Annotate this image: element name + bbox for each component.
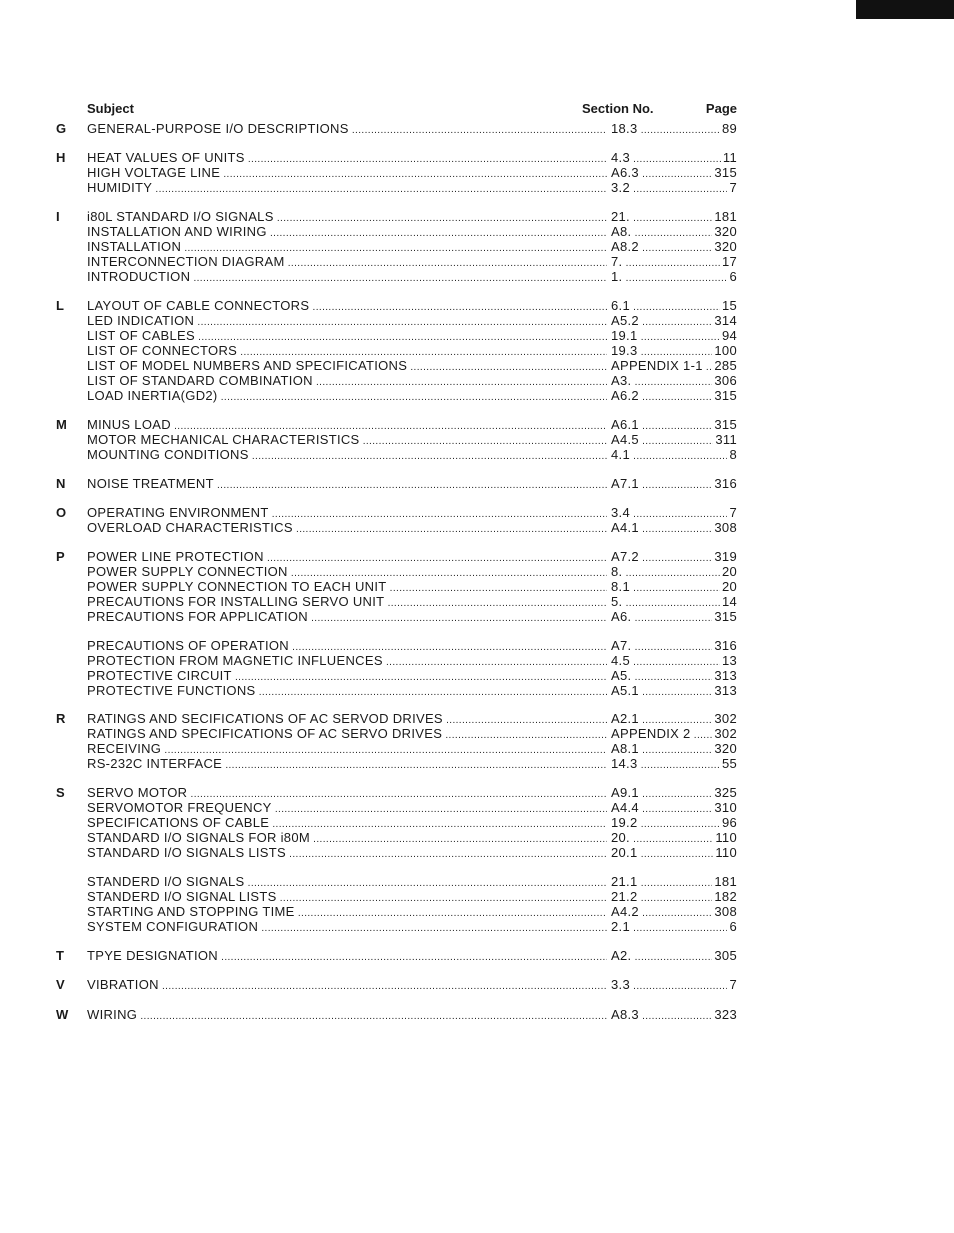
index-entry — [56, 726, 746, 741]
index-groups — [56, 121, 746, 1022]
header-subject: Subject — [87, 101, 134, 116]
entry-page: 285 — [714, 358, 737, 373]
entry-subject: i80L STANDARD I/O SIGNALS ..... — [87, 209, 607, 226]
entry-page: 316 — [714, 638, 737, 653]
entry-section-no: A4.2 ..... — [611, 904, 736, 921]
group-letter: I — [56, 209, 60, 224]
entry-page: 315 — [714, 165, 737, 180]
index-group — [56, 977, 746, 992]
index-entry — [56, 919, 746, 934]
entry-subject: MOTOR MECHANICAL CHARACTERISTICS ..... — [87, 432, 607, 449]
index-entry — [56, 239, 746, 254]
index-entry — [56, 830, 746, 845]
entry-page: 7 — [729, 505, 737, 520]
entry-page: 89 — [721, 121, 737, 136]
index-entry — [56, 741, 746, 756]
index-entry — [56, 904, 746, 919]
entry-page: 6 — [729, 269, 737, 284]
entry-section-no: 20.1 ..... — [611, 845, 736, 862]
entry-section-no: A8.2 ..... — [611, 239, 736, 256]
entry-subject: POWER SUPPLY CONNECTION TO EACH UNIT ..... — [87, 579, 607, 596]
entry-section-no: 21.2 ..... — [611, 889, 736, 906]
index-entry — [56, 447, 746, 462]
index-entry — [56, 756, 746, 771]
group-letter: V — [56, 977, 65, 992]
entry-section-no: 4.3 ..... — [611, 150, 736, 167]
entry-subject: STANDARD I/O SIGNALS LISTS ..... — [87, 845, 607, 862]
entry-section-no: A7.2 ..... — [611, 549, 736, 566]
entry-section-no: 5. ..... — [611, 594, 736, 611]
entry-subject: LIST OF MODEL NUMBERS AND SPECIFICATIONS ..... — [87, 358, 607, 375]
entry-subject: VIBRATION ..... — [87, 977, 607, 994]
index-entry — [56, 313, 746, 328]
entry-section-no: A2.1 ..... — [611, 711, 736, 728]
entry-section-no: A5.1 ..... — [611, 683, 736, 700]
entry-subject: WIRING ..... — [87, 1007, 607, 1024]
entry-subject: LIST OF CONNECTORS ..... — [87, 343, 607, 360]
entry-subject: STANDARD I/O SIGNALS FOR i80M ..... — [87, 830, 607, 847]
entry-page: 315 — [714, 388, 737, 403]
entry-subject: SYSTEM CONFIGURATION ..... — [87, 919, 607, 936]
entry-subject: STANDERD I/O SIGNAL LISTS ..... — [87, 889, 607, 906]
entry-section-no: 4.5 ..... — [611, 653, 736, 670]
entry-subject: RECEIVING ..... — [87, 741, 607, 758]
entry-section-no: 21. ..... — [611, 209, 736, 226]
entry-subject: LIST OF CABLES ..... — [87, 328, 607, 345]
index-entry — [56, 328, 746, 343]
entry-page: 181 — [714, 874, 737, 889]
index-group — [56, 638, 746, 698]
entry-subject: RS-232C INTERFACE ..... — [87, 756, 607, 773]
index-group — [56, 298, 746, 403]
entry-page: 310 — [714, 800, 737, 815]
index-entry — [56, 653, 746, 668]
entry-section-no: APPENDIX 2 ..... — [611, 726, 736, 743]
group-letter: N — [56, 476, 66, 491]
index-entry — [56, 889, 746, 904]
entry-section-no: A6.2 ..... — [611, 388, 736, 405]
entry-section-no: A8.1 ..... — [611, 741, 736, 758]
index-entry — [56, 121, 746, 136]
entry-subject: SPECIFICATIONS OF CABLE ..... — [87, 815, 607, 832]
entry-section-no: 3.3 ..... — [611, 977, 736, 994]
entry-page: 96 — [721, 815, 737, 830]
entry-section-no: 18.3 ..... — [611, 121, 736, 138]
index-group — [56, 121, 746, 136]
index-entry — [56, 476, 746, 491]
entry-subject: HIGH VOLTAGE LINE ..... — [87, 165, 607, 182]
entry-subject: SERVO MOTOR ..... — [87, 785, 607, 802]
entry-page: 315 — [714, 609, 737, 624]
entry-section-no: 19.1 ..... — [611, 328, 736, 345]
index-group — [56, 785, 746, 860]
entry-subject: POWER LINE PROTECTION ..... — [87, 549, 607, 566]
group-letter: H — [56, 150, 66, 165]
entry-page: 110 — [715, 830, 737, 845]
index-group — [56, 874, 746, 934]
entry-page: 15 — [721, 298, 737, 313]
index-group — [56, 505, 746, 535]
entry-subject: RATINGS AND SECIFICATIONS OF AC SERVOD DRIVES ..... — [87, 711, 607, 728]
entry-page: 6 — [729, 919, 737, 934]
index-entry — [56, 785, 746, 800]
entry-subject: HUMIDITY ..... — [87, 180, 607, 197]
index-entry — [56, 683, 746, 698]
index-entry — [56, 609, 746, 624]
entry-section-no: A5.2 ..... — [611, 313, 736, 330]
index-entry — [56, 1007, 746, 1022]
entry-page: 302 — [714, 726, 737, 741]
entry-subject: POWER SUPPLY CONNECTION ..... — [87, 564, 607, 581]
entry-page: 308 — [714, 904, 737, 919]
entry-page: 306 — [714, 373, 737, 388]
entry-page: 110 — [715, 845, 737, 860]
entry-page: 313 — [714, 668, 737, 683]
group-letter: P — [56, 549, 65, 564]
entry-section-no: 3.4 ..... — [611, 505, 736, 522]
entry-subject: INSTALLATION ..... — [87, 239, 607, 256]
entry-subject: PRECAUTIONS FOR APPLICATION ..... — [87, 609, 607, 626]
index-entry — [56, 845, 746, 860]
entry-subject: OVERLOAD CHARACTERISTICS ..... — [87, 520, 607, 537]
entry-page: 302 — [714, 711, 737, 726]
entry-page: 314 — [714, 313, 737, 328]
index-group — [56, 948, 746, 963]
index-entry — [56, 711, 746, 726]
entry-subject: HEAT VALUES OF UNITS ..... — [87, 150, 607, 167]
index-entry — [56, 254, 746, 269]
index-entry — [56, 520, 746, 535]
index-entry — [56, 815, 746, 830]
entry-subject: MOUNTING CONDITIONS ..... — [87, 447, 607, 464]
entry-subject: INTRODUCTION ..... — [87, 269, 607, 286]
entry-section-no: 1. ..... — [611, 269, 736, 286]
index-group — [56, 711, 746, 771]
entry-page: 319 — [714, 549, 737, 564]
entry-page: 8 — [729, 447, 737, 462]
entry-page: 316 — [714, 476, 737, 491]
entry-section-no: 3.2 ..... — [611, 180, 736, 197]
entry-page: 305 — [714, 948, 737, 963]
entry-subject: PRECAUTIONS OF OPERATION ..... — [87, 638, 607, 655]
entry-page: 20 — [721, 579, 737, 594]
entry-section-no: 21.1 ..... — [611, 874, 736, 891]
entry-page: 181 — [714, 209, 737, 224]
entry-page: 182 — [714, 889, 737, 904]
entry-section-no: A8.3 ..... — [611, 1007, 736, 1024]
index-entry — [56, 948, 746, 963]
index-entry — [56, 564, 746, 579]
entry-subject: MINUS LOAD ..... — [87, 417, 607, 434]
entry-subject: LED INDICATION ..... — [87, 313, 607, 330]
index-group — [56, 1007, 746, 1022]
group-letter: M — [56, 417, 67, 432]
index-entry — [56, 579, 746, 594]
entry-section-no: A6.3 ..... — [611, 165, 736, 182]
group-letter: R — [56, 711, 66, 726]
entry-page: 13 — [721, 653, 737, 668]
entry-section-no: 2.1 ..... — [611, 919, 736, 936]
index-entry — [56, 373, 746, 388]
entry-section-no: A2. ..... — [611, 948, 736, 965]
group-letter: L — [56, 298, 64, 313]
index-group — [56, 150, 746, 195]
entry-page: 315 — [714, 417, 737, 432]
entry-section-no: A5. ..... — [611, 668, 736, 685]
header-section-no: Section No. — [582, 101, 654, 116]
entry-page: 323 — [714, 1007, 737, 1022]
index-entry — [56, 209, 746, 224]
entry-page: 313 — [714, 683, 737, 698]
entry-subject: LOAD INERTIA(GD2) ..... — [87, 388, 607, 405]
entry-section-no: A6.1 ..... — [611, 417, 736, 434]
index-entry — [56, 180, 746, 195]
entry-section-no: 8. ..... — [611, 564, 736, 581]
index-entry — [56, 432, 746, 447]
entry-subject: PROTECTION FROM MAGNETIC INFLUENCES ..... — [87, 653, 607, 670]
entry-section-no: A9.1 ..... — [611, 785, 736, 802]
entry-page: 14 — [721, 594, 737, 609]
group-letter: T — [56, 948, 64, 963]
entry-section-no: A7.1 ..... — [611, 476, 736, 493]
group-letter: W — [56, 1007, 69, 1022]
entry-section-no: 6.1 ..... — [611, 298, 736, 315]
entry-subject: PRECAUTIONS FOR INSTALLING SERVO UNIT ..... — [87, 594, 607, 611]
index-header — [56, 101, 746, 121]
entry-page: 311 — [715, 432, 737, 447]
entry-section-no: 14.3 ..... — [611, 756, 736, 773]
entry-page: 325 — [714, 785, 737, 800]
entry-page: 55 — [721, 756, 737, 771]
entry-subject: INTERCONNECTION DIAGRAM ..... — [87, 254, 607, 271]
entry-subject: NOISE TREATMENT ..... — [87, 476, 607, 493]
entry-section-no: A3. ..... — [611, 373, 736, 390]
entry-subject: PROTECTIVE CIRCUIT ..... — [87, 668, 607, 685]
index-entry — [56, 874, 746, 889]
index-entry — [56, 549, 746, 564]
entry-section-no: APPENDIX 1-1 ..... — [611, 358, 736, 375]
group-letter: G — [56, 121, 67, 136]
entry-subject: GENERAL-PURPOSE I/O DESCRIPTIONS ..... — [87, 121, 607, 138]
entry-page: 320 — [714, 224, 737, 239]
entry-section-no: 7. ..... — [611, 254, 736, 271]
entry-page: 20 — [721, 564, 737, 579]
entry-subject: SERVOMOTOR FREQUENCY ..... — [87, 800, 607, 817]
entry-page: 308 — [714, 520, 737, 535]
index-entry — [56, 977, 746, 992]
index-entry — [56, 505, 746, 520]
index-entry — [56, 668, 746, 683]
index-group — [56, 417, 746, 462]
entry-subject: PROTECTIVE FUNCTIONS ..... — [87, 683, 607, 700]
index-group — [56, 476, 746, 491]
index-entry — [56, 224, 746, 239]
entry-page: 11 — [722, 150, 737, 165]
index-entry — [56, 638, 746, 653]
corner-scan-mark — [856, 0, 954, 19]
index-entry — [56, 388, 746, 403]
entry-subject: INSTALLATION AND WIRING ..... — [87, 224, 607, 241]
entry-section-no: 19.3 ..... — [611, 343, 736, 360]
entry-subject: LAYOUT OF CABLE CONNECTORS ..... — [87, 298, 607, 315]
group-letter: O — [56, 505, 67, 520]
entry-page: 7 — [729, 977, 737, 992]
entry-section-no: A4.4 ..... — [611, 800, 736, 817]
entry-subject: TPYE DESIGNATION ..... — [87, 948, 607, 965]
entry-section-no: A4.1 ..... — [611, 520, 736, 537]
index-entry — [56, 165, 746, 180]
entry-page: 320 — [714, 239, 737, 254]
entry-section-no: A8. ..... — [611, 224, 736, 241]
header-page: Page — [705, 101, 737, 116]
index-entry — [56, 417, 746, 432]
entry-section-no: A6. ..... — [611, 609, 736, 626]
entry-page: 7 — [729, 180, 737, 195]
index-entry — [56, 343, 746, 358]
entry-page: 320 — [714, 741, 737, 756]
index-group — [56, 209, 746, 284]
entry-section-no: 8.1 ..... — [611, 579, 736, 596]
entry-page: 94 — [721, 328, 737, 343]
index-group — [56, 549, 746, 624]
entry-subject: RATINGS AND SPECIFICATIONS OF AC SERVO DRIVES ..... — [87, 726, 607, 743]
index-entry — [56, 150, 746, 165]
entry-page: 17 — [721, 254, 737, 269]
entry-section-no: 20. ..... — [611, 830, 736, 847]
index-entry — [56, 800, 746, 815]
index-entry — [56, 358, 746, 373]
entry-section-no: 4.1 ..... — [611, 447, 736, 464]
entry-section-no: A4.5 ..... — [611, 432, 736, 449]
index-page — [56, 101, 746, 1022]
entry-subject: STANDERD I/O SIGNALS ..... — [87, 874, 607, 891]
index-entry — [56, 269, 746, 284]
group-letter: S — [56, 785, 65, 800]
entry-page: 100 — [714, 343, 737, 358]
entry-subject: OPERATING ENVIRONMENT ..... — [87, 505, 607, 522]
index-entry — [56, 594, 746, 609]
entry-subject: STARTING AND STOPPING TIME ..... — [87, 904, 607, 921]
entry-subject: LIST OF STANDARD COMBINATION ..... — [87, 373, 607, 390]
entry-section-no: 19.2 ..... — [611, 815, 736, 832]
index-entry — [56, 298, 746, 313]
entry-section-no: A7. ..... — [611, 638, 736, 655]
